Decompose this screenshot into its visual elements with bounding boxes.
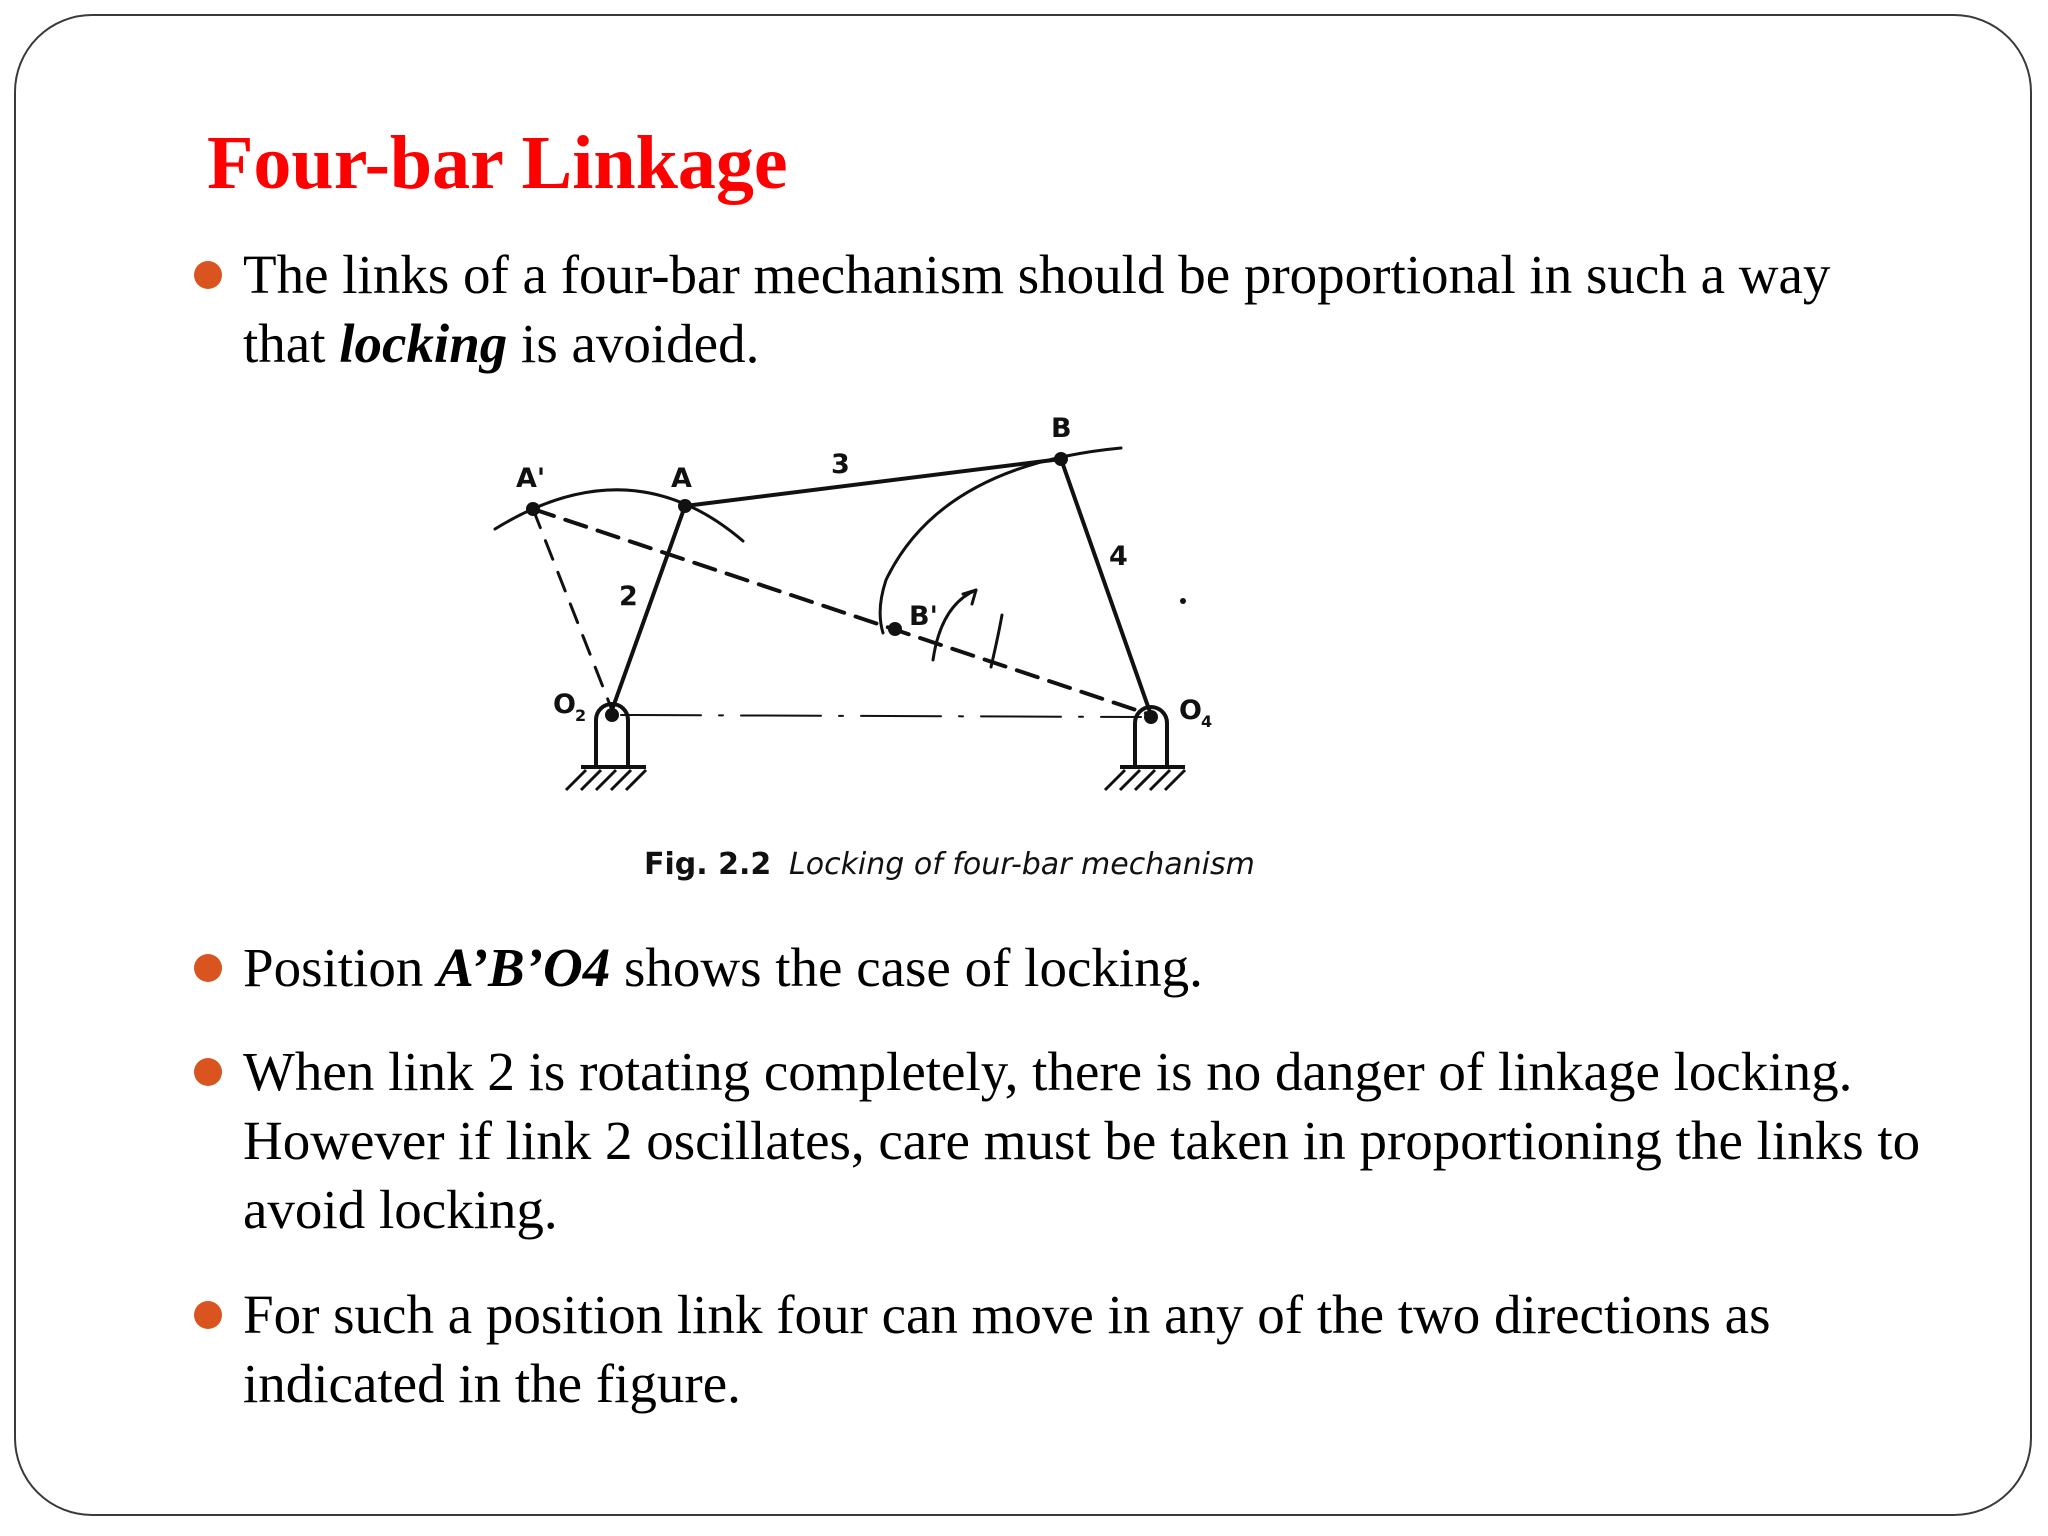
four-bar-figure: [241, 405, 1321, 905]
bullet-text: shows the case of locking.: [610, 937, 1203, 998]
bullet-dot-icon: [194, 1301, 222, 1329]
joint-b: [1054, 452, 1068, 466]
link-3: [685, 459, 1061, 506]
bullet-emphasis: A’B’O4: [437, 937, 611, 998]
bullet-dot-icon: [194, 261, 222, 289]
joint-b-prime: [888, 622, 902, 636]
joint-a: [678, 499, 692, 513]
label-o4-sub: 4: [1201, 712, 1213, 731]
label-o4: O: [1179, 695, 1202, 726]
bullet-text: When link 2 is rotating completely, there is no danger of linkage locking. However if link 2 oscillates, care must be taken in proportioning the links to avoid locking.: [243, 1041, 1921, 1240]
figure-caption-label: Fig. 2.2: [644, 847, 772, 882]
label-b-prime: B': [909, 601, 938, 632]
link-4: [1061, 459, 1151, 715]
figure-caption-text: Locking of four-bar mechanism: [789, 847, 1255, 882]
frame-line: [621, 715, 1141, 717]
joint-o2: [605, 708, 619, 722]
bullet-locking-position: [243, 933, 1923, 1002]
bullet-text: The links of a four-bar mechanism should be proportional in such a way that: [243, 244, 1831, 374]
bullet-link-4-directions: [243, 1280, 1923, 1418]
bullet-emphasis: locking: [339, 313, 508, 374]
label-o2: O: [553, 689, 576, 720]
joint-a-prime: [526, 502, 540, 516]
label-link-4: 4: [1109, 541, 1128, 572]
bullet-text: is avoided.: [507, 313, 760, 374]
label-a-prime: A': [516, 463, 546, 494]
bullet-text: Position: [243, 937, 438, 998]
bullet-text: For such a position link four can move in any of the two directions as indicated in the figure.: [243, 1284, 1771, 1414]
slide-title: Four-bar Linkage: [207, 121, 788, 205]
bullet-dot-icon: [194, 1058, 222, 1086]
bullet-link-2-rotation: [243, 1037, 1923, 1244]
label-link-2: 2: [619, 581, 638, 612]
joint-o4: [1144, 710, 1158, 724]
bullet-locking-intro: [243, 240, 1923, 378]
locking-line: [533, 509, 1151, 715]
bullet-dot-icon: [194, 954, 222, 982]
direction-mark-3: [991, 615, 1002, 667]
label-o2-sub: 2: [575, 706, 587, 725]
locked-link-2: [533, 509, 612, 710]
label-b: B: [1051, 413, 1072, 444]
four-bar-diagram: [241, 405, 1321, 905]
label-a: A: [671, 463, 692, 494]
label-link-3: 3: [831, 449, 850, 480]
